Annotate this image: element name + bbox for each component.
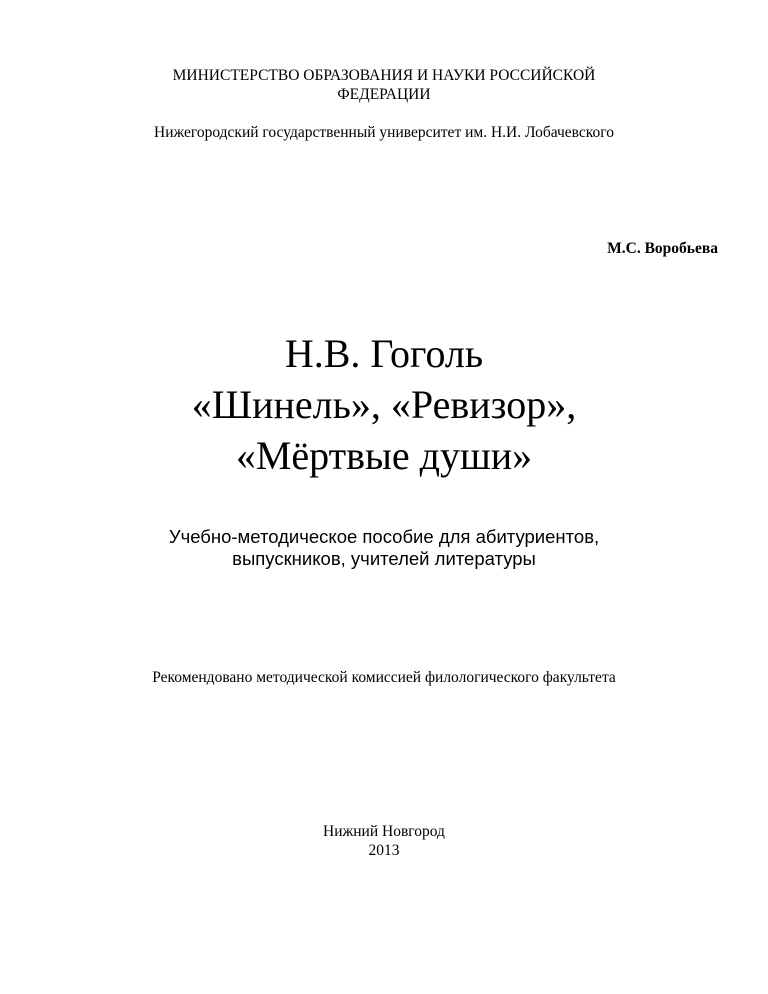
publication-year: 2013 bbox=[368, 842, 400, 859]
ministry-line-1: МИНИСТЕРСТВО ОБРАЗОВАНИЯ И НАУКИ РОССИЙСКОЙ bbox=[172, 67, 596, 84]
book-subtitle bbox=[0, 526, 768, 570]
title-line-1: Н.В. Гоголь bbox=[284, 331, 484, 376]
title-line-3: «Мёртвые души» bbox=[235, 433, 533, 478]
author-name: М.С. Воробьева bbox=[607, 240, 718, 257]
university-name: Нижегородский государственный университет им. Н.И. Лобачевского bbox=[154, 124, 614, 141]
subtitle-line-2: выпускников, учителей литературы bbox=[232, 548, 536, 569]
publication-info bbox=[0, 822, 768, 860]
ministry-line-2: ФЕДЕРАЦИИ bbox=[337, 86, 431, 103]
book-title bbox=[0, 328, 768, 481]
title-line-2: «Шинель», «Ревизор», bbox=[191, 382, 577, 427]
subtitle-line-1: Учебно-методическое пособие для абитуриентов, bbox=[168, 526, 600, 547]
ministry-heading bbox=[0, 66, 768, 104]
recommendation-note: Рекомендовано методической комиссией филологического факультета bbox=[152, 669, 616, 686]
publication-city: Нижний Новгород bbox=[323, 823, 445, 840]
